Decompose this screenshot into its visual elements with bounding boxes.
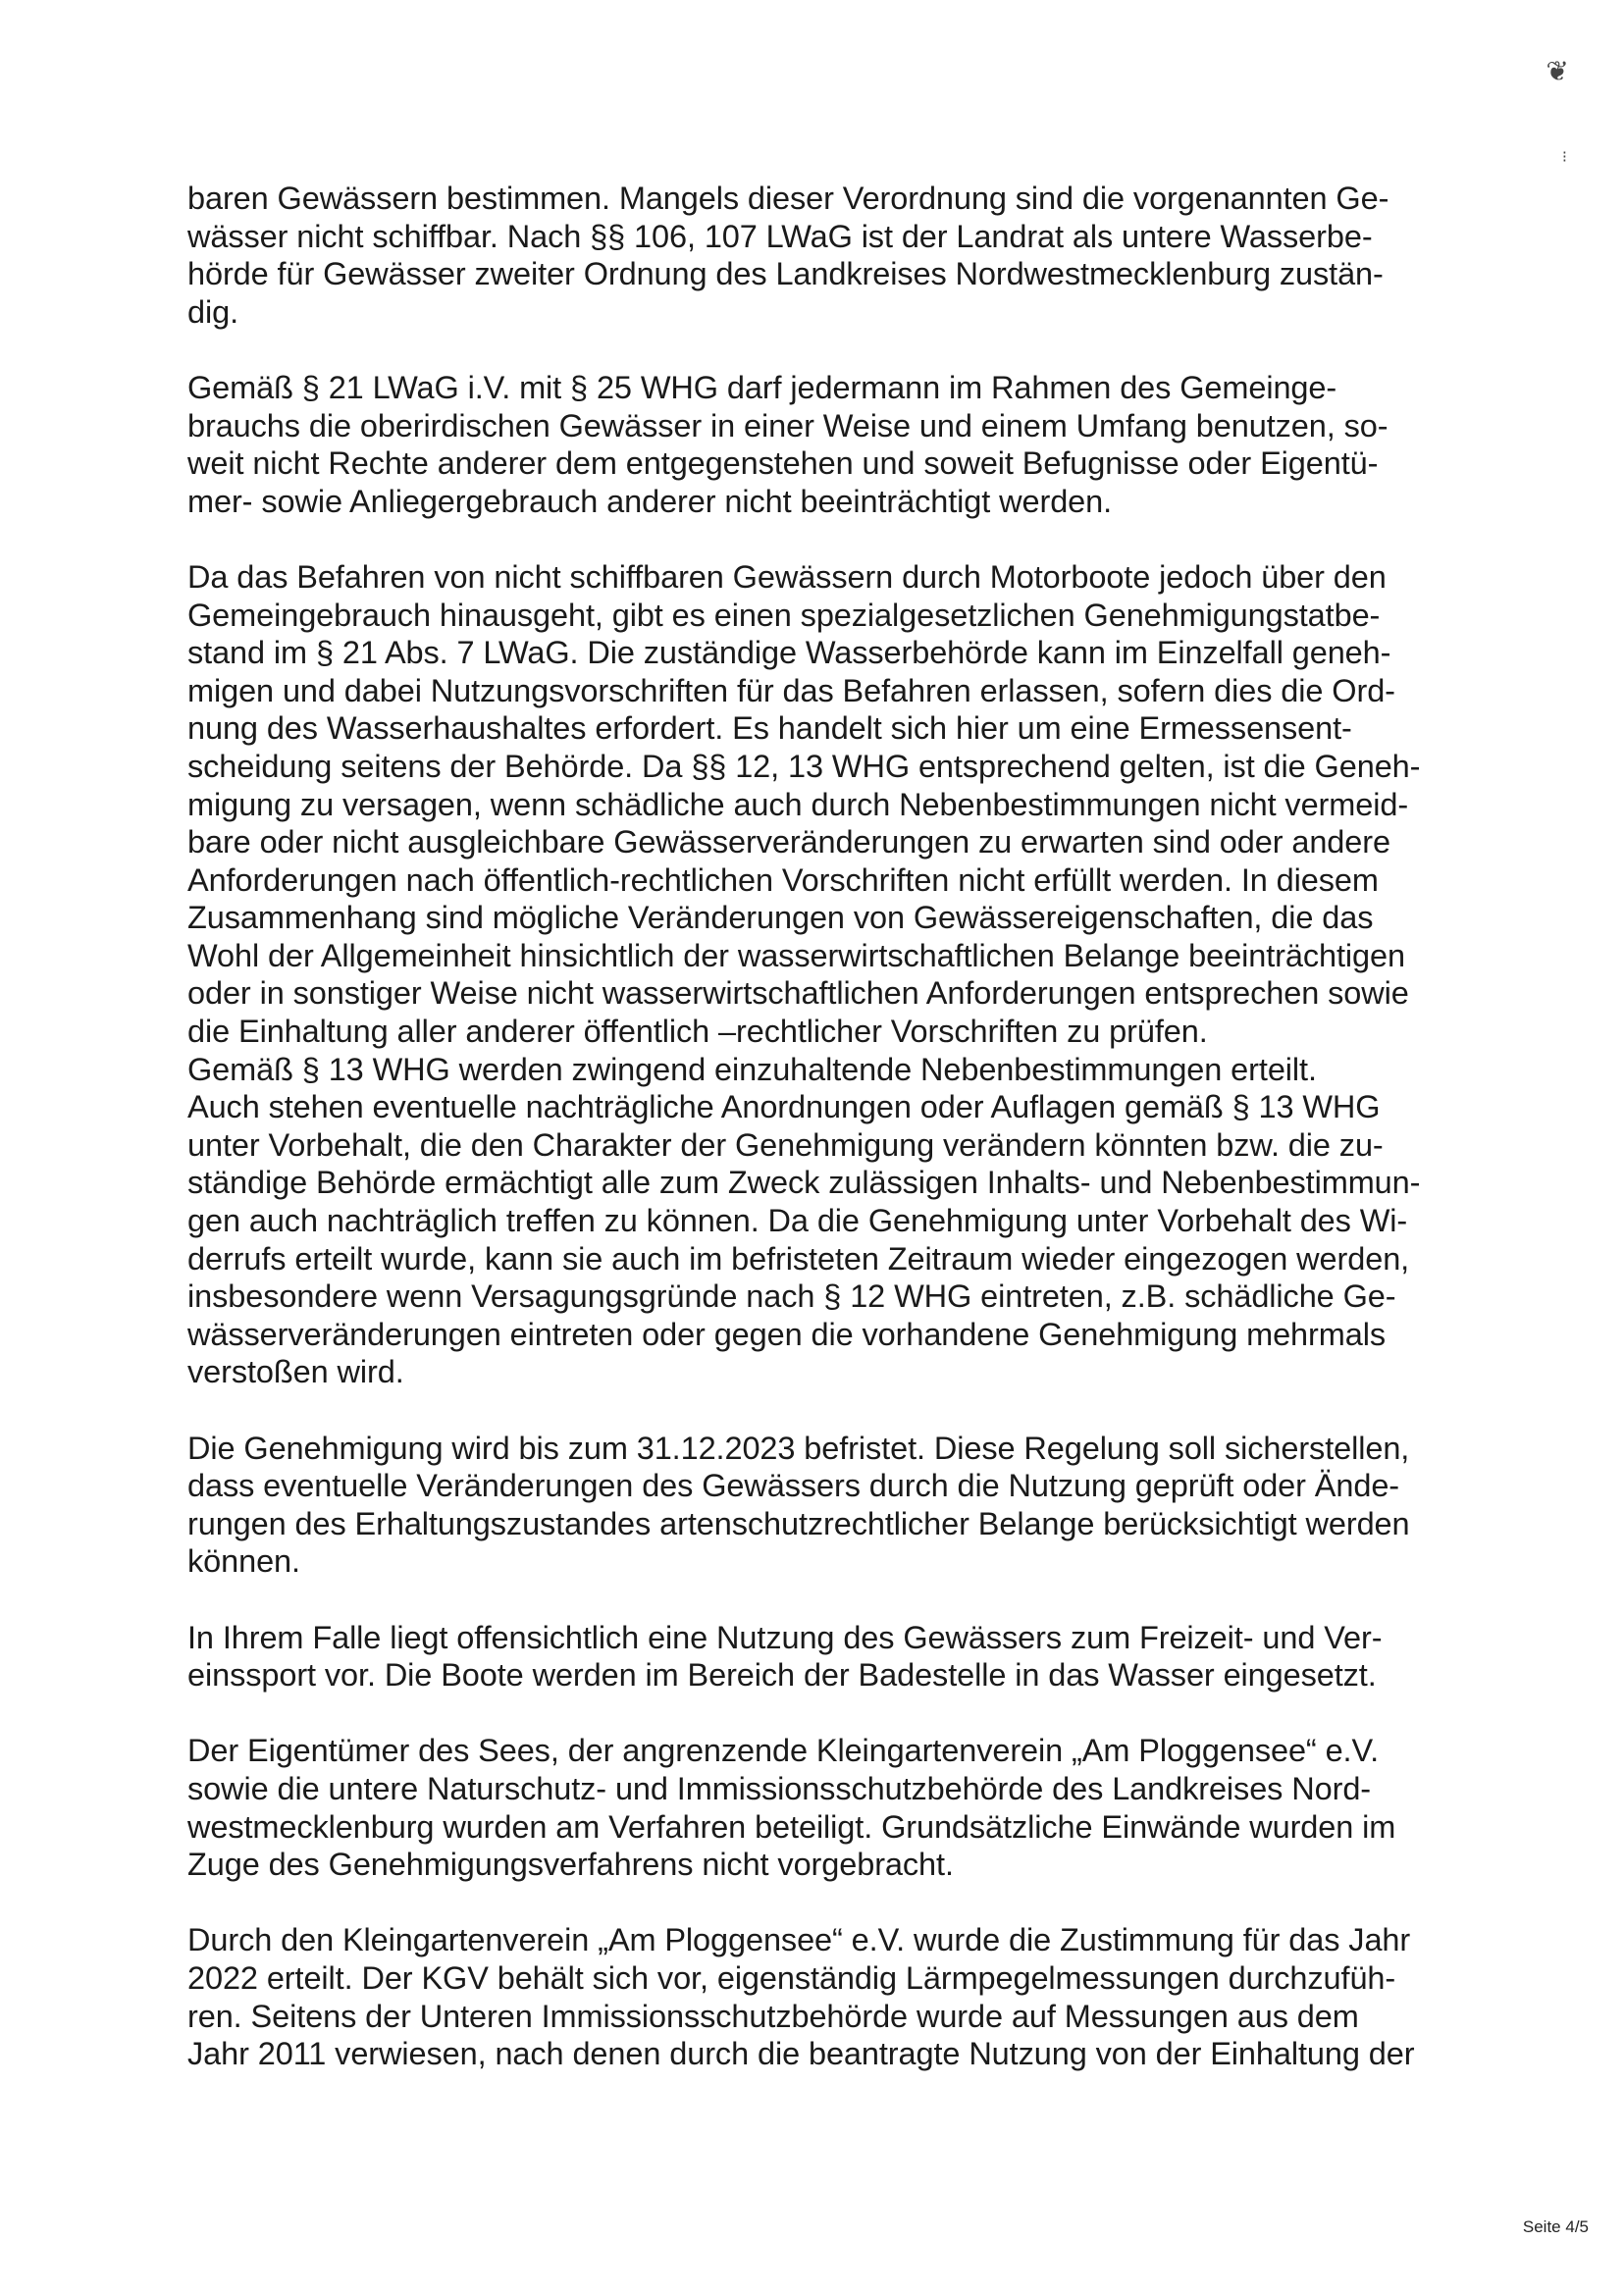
text-line: Gemäß § 21 LWaG i.V. mit § 25 WHG darf jedermann im Rahmen des Gemeinge- xyxy=(187,369,1337,405)
text-line: bare oder nicht ausgleichbare Gewässerveränderungen zu erwarten sind oder andere xyxy=(187,824,1390,860)
text-line: 2022 erteilt. Der KGV behält sich vor, eigenständig Lärmpegelmessungen durchzufüh- xyxy=(187,1959,1396,1996)
text-line: migung zu versagen, wenn schädliche auch durch Nebenbestimmungen nicht vermeid- xyxy=(187,786,1409,822)
text-line: Durch den Kleingartenverein „Am Ploggensee“ e.V. wurde die Zustimmung für das Jahr xyxy=(187,1922,1411,1958)
text-line: stand im § 21 Abs. 7 LWaG. Die zuständige Wasserbehörde kann im Einzelfall geneh- xyxy=(187,635,1391,671)
text-line: gen auch nachträglich treffen zu können. Da die Genehmigung unter Vorbehalt des Wi- xyxy=(187,1203,1408,1239)
paragraph xyxy=(187,1619,1483,1694)
paragraph xyxy=(187,369,1483,520)
paragraph-gap xyxy=(187,1581,1483,1619)
text-line: In Ihrem Falle liegt offensichtlich eine Nutzung des Gewässers zum Freizeit- und Ver- xyxy=(187,1619,1383,1655)
text-line: insbesondere wenn Versagungsgründe nach § 12 WHG eintreten, z.B. schädliche Ge- xyxy=(187,1278,1396,1315)
text-line: derrufs erteilt wurde, kann sie auch im befristeten Zeitraum wieder eingezogen werden, xyxy=(187,1240,1410,1277)
paragraph xyxy=(187,180,1483,331)
text-line: Zusammenhang sind mögliche Veränderungen von Gewässereigenschaften, die das xyxy=(187,900,1374,936)
text-line: baren Gewässern bestimmen. Mangels dieser Verordnung sind die vorgenannten Ge- xyxy=(187,181,1389,216)
text-line: können. xyxy=(187,1543,300,1580)
text-line: scheidung seitens der Behörde. Da §§ 12, 13 WHG entsprechend gelten, ist die Geneh- xyxy=(187,748,1421,784)
text-line: dig. xyxy=(187,293,238,330)
text-line: dass eventuelle Veränderungen des Gewässers durch die Nutzung geprüft oder Ände- xyxy=(187,1468,1400,1504)
text-line: Wohl der Allgemeinheit hinsichtlich der wasserwirtschaftlichen Belange beeinträchtigen xyxy=(187,937,1405,973)
text-line: Gemeingebrauch hinausgeht, gibt es einen spezialgesetzlichen Genehmigungstatbe- xyxy=(187,597,1381,633)
text-line: nung des Wasserhaushaltes erfordert. Es handelt sich hier um eine Ermessensent- xyxy=(187,710,1352,747)
text-line: rungen des Erhaltungszustandes artenschutzrechtlicher Belange berücksichtigt werden xyxy=(187,1505,1410,1541)
text-line: Die Genehmigung wird bis zum 31.12.2023 befristet. Diese Regelung soll sicherstellen, xyxy=(187,1430,1410,1466)
paragraph-gap xyxy=(187,331,1483,369)
text-line: verstoßen wird. xyxy=(187,1354,404,1390)
text-line: westmecklenburg wurden am Verfahren beteiligt. Grundsätzliche Einwände wurden im xyxy=(187,1808,1396,1845)
text-line: Gemäß § 13 WHG werden zwingend einzuhaltende Nebenbestimmungen erteilt. xyxy=(187,1051,1317,1087)
text-line: brauchs die oberirdischen Gewässer in einer Weise und einem Umfang benutzen, so- xyxy=(187,407,1388,443)
text-line: wässerveränderungen eintreten oder gegen die vorhandene Genehmigung mehrmals xyxy=(187,1316,1386,1352)
text-line: Zuge des Genehmigungsverfahrens nicht vorgebracht. xyxy=(187,1847,954,1883)
scan-artifact-mark: ❦ xyxy=(1545,56,1569,86)
document-body xyxy=(187,180,1483,2073)
text-line: Der Eigentümer des Sees, der angrenzende Kleingartenverein „Am Ploggensee“ e.V. xyxy=(187,1733,1379,1769)
text-line: Anforderungen nach öffentlich-rechtlichen Vorschriften nicht erfüllt werden. In diesem xyxy=(187,861,1379,898)
scan-artifact-dot: ⁝ xyxy=(1561,149,1567,166)
paragraph xyxy=(187,1921,1483,2072)
text-line: sowie die untere Naturschutz- und Immissionsschutzbehörde des Landkreises Nord- xyxy=(187,1770,1372,1806)
text-line: ren. Seitens der Unteren Immissionsschutzbehörde wurde auf Messungen aus dem xyxy=(187,1998,1359,2034)
paragraph-gap xyxy=(187,520,1483,558)
paragraph xyxy=(187,558,1483,1391)
text-line: hörde für Gewässer zweiter Ordnung des Landkreises Nordwestmecklenburg zustän- xyxy=(187,256,1384,292)
text-line: mer- sowie Anliegergebrauch anderer nicht beeinträchtigt werden. xyxy=(187,483,1113,519)
text-line: Jahr 2011 verwiesen, nach denen durch die beantragte Nutzung von der Einhaltung der xyxy=(187,2036,1415,2072)
text-line: Auch stehen eventuelle nachträgliche Anordnungen oder Auflagen gemäß § 13 WHG xyxy=(187,1089,1381,1125)
text-line: wässer nicht schiffbar. Nach §§ 106, 107 LWaG ist der Landrat als untere Wasserbe- xyxy=(187,218,1373,254)
text-line: unter Vorbehalt, die den Charakter der Genehmigung verändern könnten bzw. die zu- xyxy=(187,1126,1384,1163)
page-number: Seite 4/5 xyxy=(1522,2217,1589,2236)
paragraph xyxy=(187,1732,1483,1883)
paragraph xyxy=(187,1430,1483,1581)
paragraph-gap xyxy=(187,1694,1483,1733)
text-line: ständige Behörde ermächtigt alle zum Zweck zulässigen Inhalts- und Nebenbestimmun- xyxy=(187,1165,1421,1201)
text-line: die Einhaltung aller anderer öffentlich –rechtlicher Vorschriften zu prüfen. xyxy=(187,1014,1208,1050)
paragraph-gap xyxy=(187,1391,1483,1430)
text-line: migen und dabei Nutzungsvorschriften für das Befahren erlassen, sofern dies die Ord- xyxy=(187,672,1395,708)
text-line: einssport vor. Die Boote werden im Bereich der Badestelle in das Wasser eingesetzt. xyxy=(187,1657,1377,1694)
text-line: Da das Befahren von nicht schiffbaren Gewässern durch Motorboote jedoch über den xyxy=(187,558,1387,595)
text-line: weit nicht Rechte anderer dem entgegenstehen und soweit Befugnisse oder Eigentü- xyxy=(187,445,1379,482)
text-line: oder in sonstiger Weise nicht wasserwirtschaftlichen Anforderungen entsprechen sowie xyxy=(187,975,1409,1012)
paragraph-gap xyxy=(187,1884,1483,1922)
